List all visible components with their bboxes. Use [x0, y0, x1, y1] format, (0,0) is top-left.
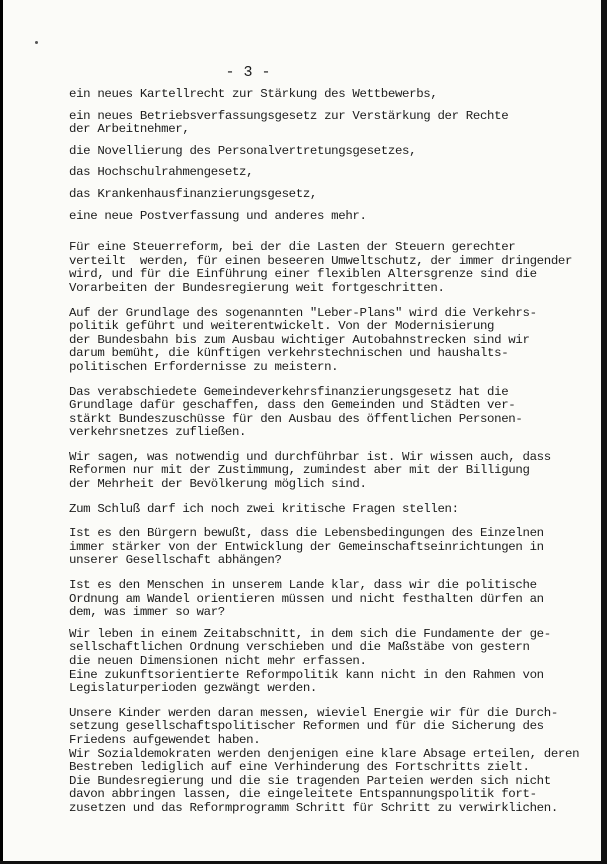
paragraph-verkehrspolitik [69, 307, 569, 375]
text-line: stärkt Bundeszuschüsse für den Ausbau des öffentlichen Personen- [69, 411, 523, 426]
text-line: der Bundesbahn bis zum Ausbau wichtiger Autobahnstrecken sind wir [69, 332, 530, 347]
text-line: der Arbeitnehmer, [69, 122, 190, 137]
text-line: die neuen Dimensionen nicht mehr erfassen. [69, 654, 367, 668]
text-line: politischen Erfordernisse zu meistern. [69, 359, 339, 374]
text-line: Legislaturperioden gezwängt werden. [69, 681, 317, 696]
text-line: Ist es den Bürgern bewußt, dass die Lebensbedingungen des Einzelnen [69, 526, 544, 541]
list-item-postverfassung [69, 210, 569, 224]
list-item-krankenhaus [69, 188, 569, 202]
text-line: das Hochschulrahmengesetz, [69, 165, 254, 180]
list-item-personalvertretung [69, 145, 569, 159]
text-line: Bestreben lediglich auf eine Verhinderung des Fortschritts zielt. [69, 760, 530, 775]
list-item-kartellrecht [69, 88, 569, 102]
text-line: Ordnung am Wandel orientieren müssen und nicht festhalten dürfen an [69, 591, 544, 606]
paragraph-schluss [69, 503, 569, 517]
text-line: ein neues Betriebsverfassungsgesetz zur Verstärkung der Rechte [69, 108, 509, 123]
paragraph-reformen [69, 451, 569, 492]
text-line: sellschaftlichen Ordnung verschieben und die Maßstäbe von gestern [69, 640, 530, 655]
text-line: wird, und für die Einführung einer flexiblen Altersgrenze sind die [69, 267, 537, 282]
text-line: Zum Schluß darf ich noch zwei kritische Fragen stellen: [69, 501, 459, 516]
text-line: Ist es den Menschen in unserem Lande klar, dass wir die politische [69, 578, 537, 593]
text-line: das Krankenhausfinanzierungsgesetz, [69, 186, 317, 201]
text-line: Friedens aufgewendet haben. [69, 732, 261, 747]
text-line: Reformen nur mit der Zustimmung, zumindest aber mit der Billigung [69, 463, 530, 478]
text-line: Die Bundesregierung und die sie tragenden Parteien werden sich nicht [69, 773, 551, 788]
paragraph-kinder [69, 705, 580, 816]
paragraph-frage-eins [69, 527, 569, 568]
text-line: Auf der Grundlage des sogenannten "Leber-Plans" wird die Verkehrs- [69, 305, 537, 320]
paragraph-zeitabschnitt [69, 628, 569, 696]
text-line: unserer Gesellschaft abhängen? [69, 553, 282, 568]
text-line: Vorarbeiten der Bundesregierung weit fortgeschritten. [69, 280, 445, 295]
text-line: dem, was immer so war? [69, 605, 225, 620]
text-line: Wir sagen, was notwendig und durchführbar ist. Wir wissen auch, dass [69, 449, 551, 464]
paragraph-frage-zwei [69, 579, 569, 620]
scan-speck [35, 41, 38, 44]
text-line: verteilt werden, für einen beseeren Umweltschutz, der immer dringender [69, 253, 573, 268]
text-line: verkehrsnetzes zufließen. [69, 425, 247, 440]
text-line: eine neue Postverfassung und anderes mehr. [69, 208, 367, 223]
text-line: der Mehrheit der Bevölkerung möglich sind. [69, 477, 367, 492]
paragraph-steuerreform [69, 240, 573, 295]
text-line: Unsere Kinder werden daran messen, wieviel Energie wir für die Durch- [69, 705, 558, 720]
document-page [3, 0, 601, 861]
text-line: Grundlage dafür geschaffen, dass den Gemeinden und Städten ver- [69, 398, 516, 413]
list-item-hochschulrahmengesetz [69, 166, 569, 180]
text-line: Eine zukunftsorientierte Reformpolitik kann nicht in den Rahmen von [69, 667, 544, 682]
text-line: zusetzen und das Reformprogramm Schritt für Schritt zu verwirklichen. [69, 800, 558, 815]
text-line: immer stärker von der Entwicklung der Gemeinschaftseinrichtungen in [69, 539, 544, 554]
paragraph-gemeindeverkehr [69, 386, 569, 440]
list-item-betriebsverfassung [69, 110, 569, 137]
text-line: ein neues Kartellrecht zur Stärkung des Wettbewerbs, [69, 87, 438, 101]
document-body [69, 87, 580, 816]
text-line: Wir leben in einem Zeitabschnitt, in dem sich die Fundamente der ge- [69, 626, 551, 641]
text-line: darum bemüht, die künftigen verkehrstechnischen und haushalts- [69, 346, 509, 361]
text-line: die Novellierung des Personalvertretungsgesetzes, [69, 143, 417, 158]
text-line: davon abbringen lassen, die eingeleitete Entspannungspolitik fort- [69, 787, 537, 802]
page-number: - 3 - [225, 64, 271, 81]
scan-border-right [601, 0, 607, 864]
text-line: setzung gesellschaftspolitischer Reformen und für die Sicherung des [69, 719, 544, 734]
text-line: Das verabschiedete Gemeindeverkehrsfinanzierungsgesetz hat die [69, 384, 509, 399]
text-line: politik geführt und weiterentwickelt. Von der Modernisierung [69, 319, 495, 334]
text-line: Wir Sozialdemokraten werden denjenigen eine klare Absage erteilen, deren [69, 746, 580, 761]
text-line: Für eine Steuerreform, bei der die Lasten der Steuern gerechter [69, 240, 516, 255]
